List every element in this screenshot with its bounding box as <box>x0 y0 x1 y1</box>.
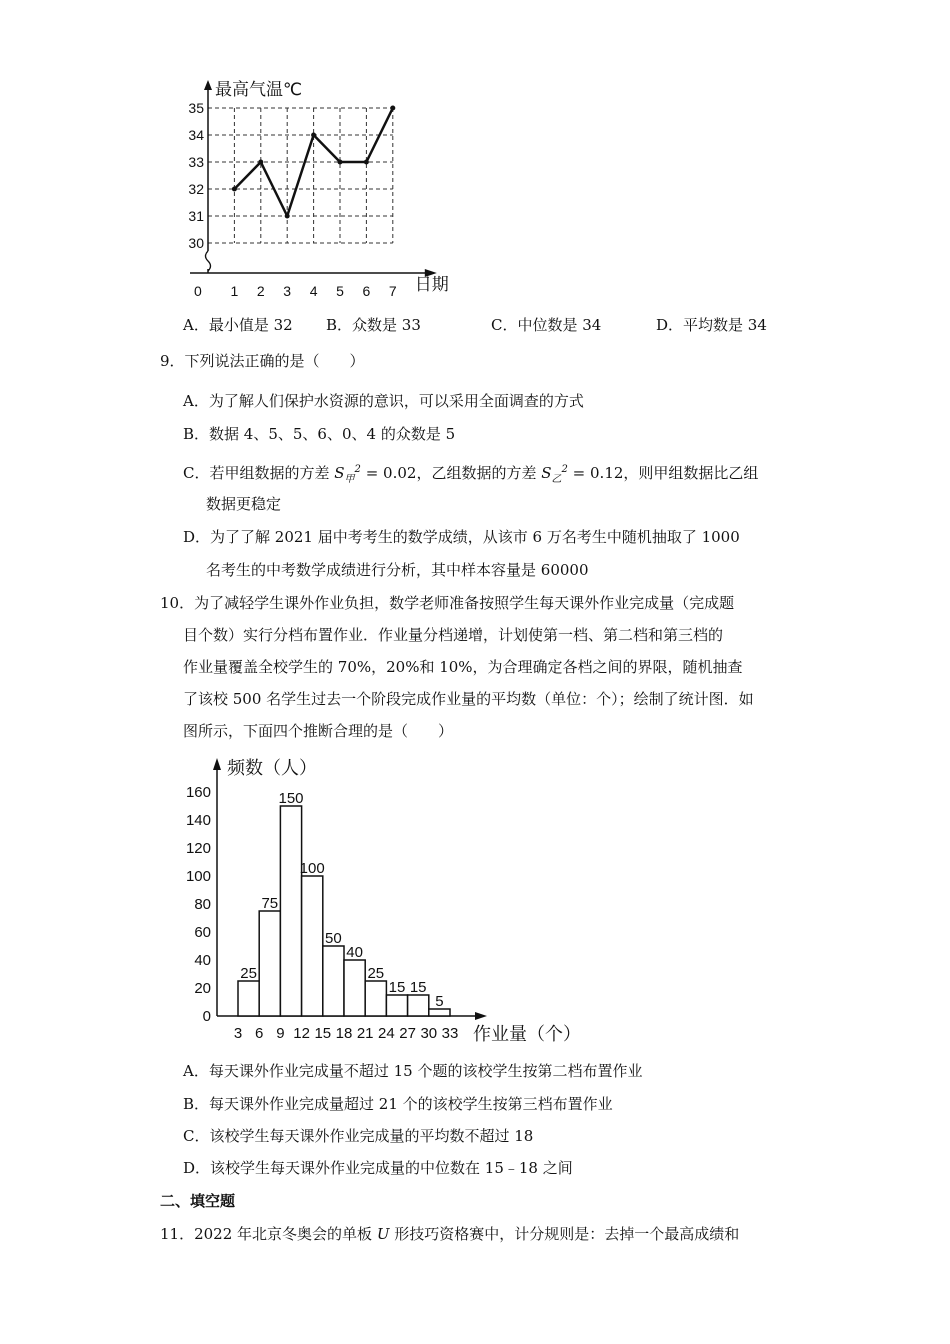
y-axis-arrow <box>213 758 221 770</box>
q10-line3: 作业量覆盖全校学生的 70%，20%和 10%，为合理确定各档之间的界限，随机抽查 <box>183 658 743 676</box>
q9-option-d-line2: 名考生的中考数学成绩进行分析，其中样本容量是 60000 <box>206 561 589 579</box>
x-tick-label: 5 <box>336 283 344 299</box>
q10-line1: 10．为了减轻学生课外作业负担，数学老师准备按照学生每天课外作业完成量（完成题 <box>160 594 735 612</box>
y-tick-label: 100 <box>185 868 211 885</box>
histogram-bar <box>238 981 259 1016</box>
q10-option-a[interactable]: A．每天课外作业完成量不超过 15 个题的该校学生按第二档布置作业 <box>183 1062 643 1080</box>
x-tick-label: 3 <box>283 283 292 299</box>
q9-option-d[interactable]: D．为了了解 2021 届中考考生的数学成绩，从该市 6 万名考生中随机抽取了 1000 <box>183 528 740 546</box>
x-tick-label: 24 <box>378 1025 395 1042</box>
x-tick-label: 30 <box>420 1025 438 1042</box>
x-tick-label: 12 <box>293 1025 310 1042</box>
q9-stem: 9．下列说法正确的是（ ） <box>160 352 365 370</box>
homework-histogram <box>175 752 585 1052</box>
q10-option-d[interactable]: D．该校学生每天课外作业完成量的中位数在 15﹣18 之间 <box>183 1159 573 1177</box>
q8-option-b[interactable]: B．众数是 33 <box>326 316 421 334</box>
histogram-bar <box>280 806 301 1016</box>
histogram-bar <box>259 911 280 1016</box>
x-tick-label: 4 <box>309 283 318 299</box>
y-axis-label: 频数（人） <box>227 758 317 778</box>
x-tick-label: 7 <box>388 283 397 299</box>
x-axis-label: 日期 <box>414 275 449 294</box>
data-point <box>232 187 237 192</box>
histogram-bar <box>429 1009 450 1016</box>
x-tick-label: 21 <box>356 1025 374 1042</box>
x-tick-label: 6 <box>255 1025 264 1042</box>
x-tick-label: 1 <box>230 283 239 299</box>
y-tick-label: 140 <box>185 812 211 829</box>
y-tick-label: 20 <box>194 980 211 997</box>
y-tick-label: 34 <box>188 127 204 143</box>
q9-option-c-line2: 数据更稳定 <box>206 495 282 513</box>
q10-line4: 了该校 500 名学生过去一个阶段完成作业量的平均数（单位：个）；绘制了统计图．如 <box>183 690 754 708</box>
bar-value-label: 15 <box>409 979 427 996</box>
bar-value-label: 15 <box>388 979 406 996</box>
q11-line1: 11．2022 年北京冬奥会的单板 U 形技巧资格赛中，计分规则是：去掉一个最高成绩和 <box>160 1225 740 1243</box>
y-axis-label: 最高气温℃ <box>215 80 303 99</box>
q10-option-c[interactable]: C．该校学生每天课外作业完成量的平均数不超过 18 <box>183 1127 534 1145</box>
y-tick-label: 32 <box>188 181 204 197</box>
data-point <box>390 106 395 111</box>
y-tick-label: 160 <box>185 784 211 801</box>
section-heading: 二、填空题 <box>160 1192 236 1210</box>
y-tick-label: 30 <box>188 235 204 251</box>
origin-label: 0 <box>194 283 202 299</box>
q10-line5: 图所示，下面四个推断合理的是（ ） <box>183 722 454 740</box>
histogram-bar <box>365 981 386 1016</box>
y-tick-label: 80 <box>194 896 211 913</box>
x-tick-label: 18 <box>335 1025 353 1042</box>
temperature-line-chart <box>175 75 465 310</box>
variance-symbol-b: $S_乙^2$ <box>541 464 568 485</box>
data-point <box>285 214 290 219</box>
bar-value-label: 5 <box>435 993 444 1010</box>
y-tick-label: 0 <box>202 1008 211 1025</box>
q9-option-b[interactable]: B．数据 4、5、5、6、0、4 的众数是 5 <box>183 425 456 443</box>
x-axis-label: 作业量（个） <box>473 1024 581 1044</box>
q10-option-b[interactable]: B．每天课外作业完成量超过 21 个的该校学生按第三档布置作业 <box>183 1095 613 1113</box>
q8-option-c[interactable]: C．中位数是 34 <box>491 316 602 334</box>
histogram-bar <box>323 946 344 1016</box>
x-tick-label: 9 <box>276 1025 285 1042</box>
histogram-bar <box>302 876 323 1016</box>
bar-value-label: 25 <box>240 965 257 982</box>
histogram-bar <box>344 960 365 1016</box>
y-tick-label: 120 <box>185 840 211 857</box>
x-tick-label: 2 <box>256 283 265 299</box>
q8-option-a[interactable]: A．最小值是 32 <box>183 316 293 334</box>
q9-option-a[interactable]: A．为了解人们保护水资源的意识，可以采用全面调查的方式 <box>183 392 584 410</box>
histogram-bar <box>386 995 407 1016</box>
q9-option-c-v1: = 0.02，乙组数据的方差 <box>365 464 537 482</box>
histogram-bar <box>408 995 429 1016</box>
x-tick-label: 15 <box>314 1025 332 1042</box>
y-tick-label: 35 <box>188 100 204 116</box>
bar-value-label: 75 <box>261 895 279 912</box>
q10-line2: 目个数）实行分档布置作业．作业量分档递增，计划使第一档、第二档和第三档的 <box>183 626 724 644</box>
data-point <box>311 133 316 138</box>
y-tick-label: 33 <box>188 154 204 170</box>
y-axis-arrow <box>204 80 212 90</box>
bar-value-label: 150 <box>278 790 304 807</box>
y-tick-label: 40 <box>194 952 211 969</box>
q9-option-c[interactable] <box>183 460 758 490</box>
x-tick-label: 3 <box>233 1025 243 1042</box>
bar-value-label: 100 <box>299 860 325 877</box>
x-tick-label: 27 <box>399 1025 416 1042</box>
bar-value-label: 40 <box>346 944 363 961</box>
y-tick-label: 60 <box>194 924 211 941</box>
data-point <box>338 160 343 165</box>
x-axis-arrow <box>475 1012 487 1020</box>
axis-break <box>206 251 211 271</box>
data-point <box>364 160 369 165</box>
q9-option-c-v2: = 0.12，则甲组数据比乙组 <box>572 464 759 482</box>
bar-value-label: 50 <box>325 930 342 947</box>
q8-option-d[interactable]: D．平均数是 34 <box>656 316 767 334</box>
y-tick-label: 31 <box>188 208 204 224</box>
x-tick-label: 33 <box>441 1025 459 1042</box>
data-point <box>258 160 263 165</box>
variance-symbol-a: $S_甲^2$ <box>334 464 361 485</box>
bar-value-label: 25 <box>367 965 385 982</box>
q9-option-c-pre: C．若甲组数据的方差 <box>183 464 330 482</box>
x-tick-label: 6 <box>362 283 371 299</box>
